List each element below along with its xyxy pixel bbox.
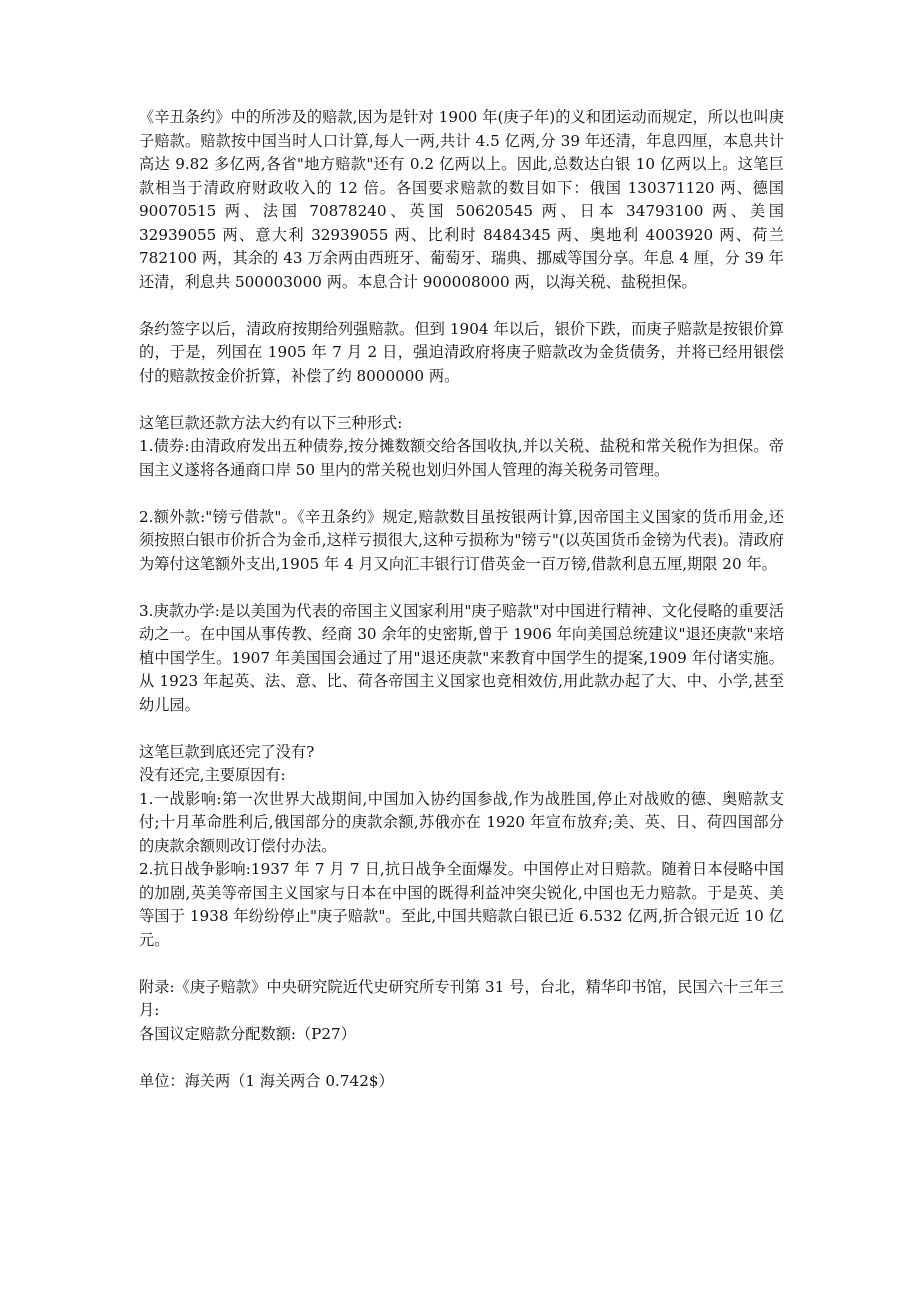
paragraph-method-extra-loan: 2.额外款:"镑亏借款"。《辛丑条约》规定,赔款数目虽按银两计算,因帝国主义国家的货币用金,还须按照白银市价折合为金币,这样亏损很大,这种亏损称为"镑亏"(以英国货币金镑为代表)。清政府为筹付这笔额外支出,1905 年 4 月又向汇丰银行订借英金一百万镑,借款利息五厘,期限 20 年。 [139,507,784,573]
paragraph-gold-conversion: 条约签字以后，清政府按期给列强赔款。但到 1904 年以后，银价下跌，而庚子赔款是按银价算的，于是，列国在 1905 年 7 月 2 日，强迫清政府将庚子赔款改为金货债务，并将已经用银偿付的赔款按金价折算，补偿了约 8000000 两。 [139,319,784,385]
paragraph-indemnity-overview: 《辛丑条约》中的所涉及的赔款,因为是针对 1900 年(庚子年)的义和团运动而规定，所以也叫庚子赔款。赔款按中国当时人口计算,每人一两,共计 4.5 亿两,分 39 年还清，年息四厘，本息共计高达 9.82 多亿两,各省"地方赔款"还有 0.2 亿两以上。因此,总数达白银 10 亿两以上。这笔巨款相当于清政府财政收入的 12 倍。各国要求赔款的数目如下：俄国 130371120 两、德国 90070515 两、法国 70878240、英国 50620545 两、日本 34793100 两、美国 32939055 两、意大利 32939055 两、比利时 8484345 两、奥地利 4003920 两、荷兰 782100 两，其余的 43 万余两由西班牙、葡萄牙、瑞典、挪威等国分享。年息 4 厘，分 39 年还清，利息共 500003000 两。本息合计 900008000 两，以海关税、盐税担保。 [139,108,784,291]
paragraph-appendix-source: 附录:《庚子赔款》中央研究院近代史研究所专刊第 31 号，台北，精华印书馆，民国六十三年三月: [139,977,784,1019]
paragraph-unit: 单位：海关两（1 海关两合 0.742$） [139,1071,394,1090]
paragraph-reason-war-of-resistance: 2.抗日战争影响:1937 年 7 月 7 日,抗日战争全面爆发。中国停止对日赔款。随着日本侵略中国的加剧,英美等帝国主义国家与日本在中国的既得利益冲突尖锐化,中国也无力赔款。于是英、美等国于 1938 年纷纷停止"庚子赔款"。至此,中国共赔款白银已近 6.532 亿两,折合银元近 10 亿元。 [139,860,784,949]
paragraph-answer-intro: 没有还完,主要原因有: [139,766,286,784]
paragraph-reason-wwi: 1.一战影响:第一次世界大战期间,中国加入协约国参战,作为战胜国,停止对战败的德、奥赔款支付;十月革命胜利后,俄国部分的庚款余额,苏俄亦在 1920 年宣布放弃;美、英、日、荷四国部分的庚款余额则改订偿付办法。 [139,789,784,855]
paragraph-method-bonds: 1.债券:由清政府发出五种债券,按分摊数额交给各国收执,并以关税、盐税和常关税作为担保。帝国主义遂将各通商口岸 50 里内的常关税也划归外国人管理的海关税务司管理。 [139,437,784,479]
paragraph-question: 这笔巨款到底还完了没有? [139,742,315,761]
paragraph-payment-methods-intro: 这笔巨款还款方法大约有以下三种形式: [139,413,403,432]
paragraph-method-education: 3.庚款办学:是以美国为代表的帝国主义国家利用"庚子赔款"对中国进行精神、文化侵略的重要活动之一。在中国从事传教、经商 30 余年的史密斯,曾于 1906 年向美国总统建议"退还庚款"来培植中国学生。1907 年美国国会通过了用"退还庚款"来教育中国学生的提案,1909 年付诸实施。从 1923 年起英、法、意、比、荷各帝国主义国家也竞相效仿,用此款办起了大、中、小学,甚至幼儿园。 [139,601,784,714]
paragraph-appendix-allocation: 各国议定赔款分配数额:（P27） [139,1024,356,1043]
document-body [139,106,784,1093]
